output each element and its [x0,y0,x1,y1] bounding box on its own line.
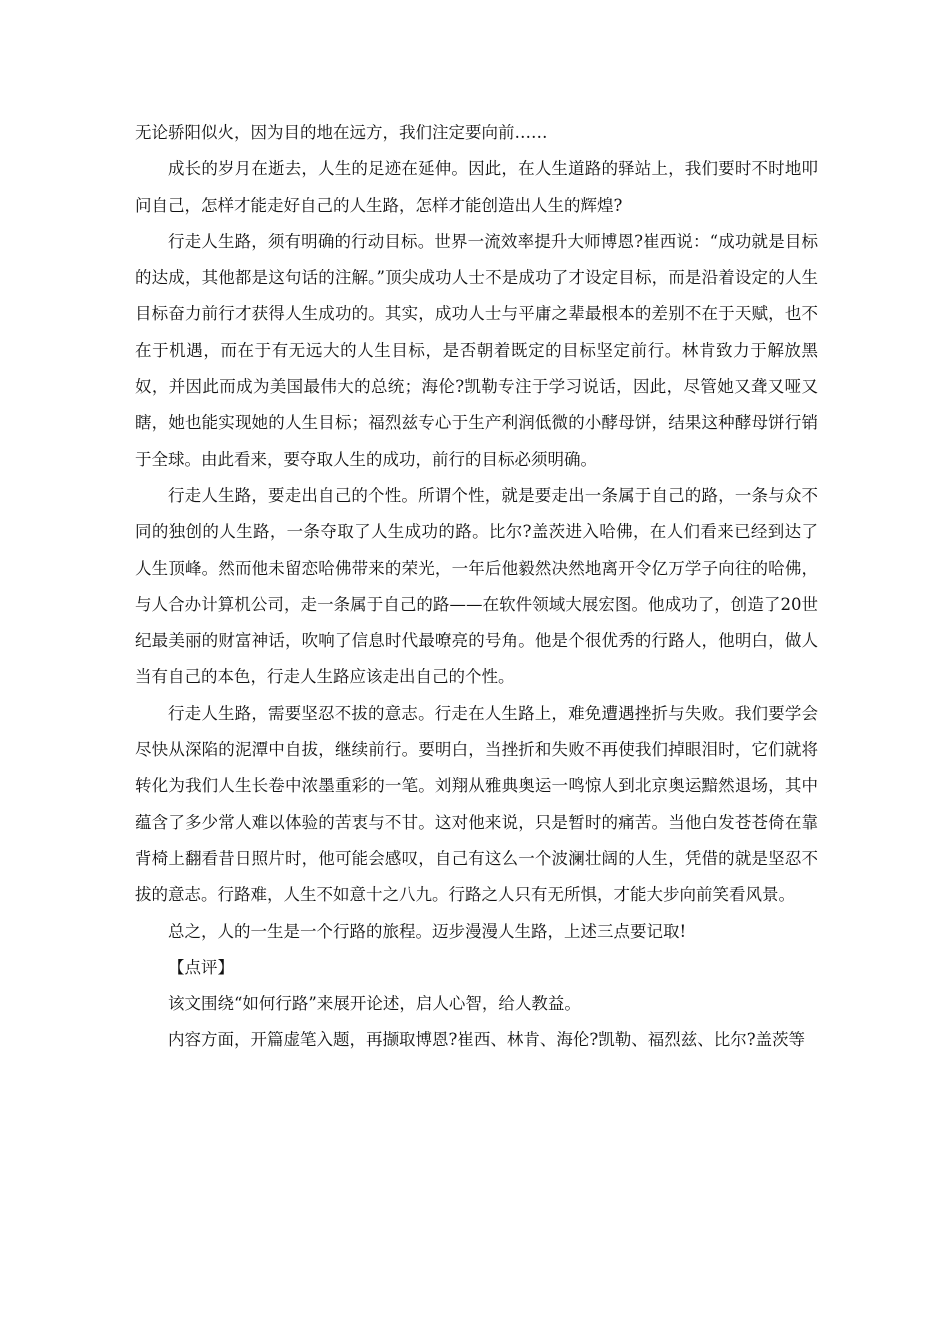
paragraph-opening-fragment: 无论骄阳似火，因为目的地在远方，我们注定要向前…… [135,123,548,142]
paragraph-conclusion: 总之，人的一生是一个行路的旅程。迈步漫漫人生路，上述三点要记取! [168,921,687,941]
paragraph-own-personality: 行走人生路，要走出自己的个性。所谓个性，就是要走出一条属于自己的路，一条与众不同的独创的人生路，一条夺取了人生成功的路。比尔?盖茨进入哈佛，在人们看来已经到达了人生顶峰。然而他未留恋哈佛带来的荣光，一年后他毅然决然地离开令亿万学子向往的哈佛，与人合办计算机公司，走一条属于自己的路——在软件领域大展宏图。他成功了，创造了20世纪最美丽的财富神话，吹响了信息时代最嘹亮的号角。他是个很优秀的行路人，他明白，做人当有自己的本色，行走人生路应该走出自己的个性。 [135,485,818,687]
paragraph-introduction: 成长的岁月在逝去，人生的足迹在延伸。因此，在人生道路的驿站上，我们要时不时地叩问自己，怎样才能走好自己的人生路，怎样才能创造出人生的辉煌? [135,159,818,215]
paragraph-perseverance: 行走人生路，需要坚忍不拔的意志。行走在人生路上，难免遭遇挫折与失败。我们要学会尽快从深陷的泥潭中自拔，继续前行。要明白，当挫折和失败不再使我们掉眼泪时，它们就将转化为我们人生长卷中浓墨重彩的一笔。刘翔从雅典奥运一鸣惊人到北京奥运黯然退场，其中蕴含了多少常人难以体验的苦衷与不甘。这对他来说，只是暂时的痛苦。当他白发苍苍倚在靠背椅上翻看昔日照片时，他可能会感叹，自己有这么一个波澜壮阔的人生，凭借的就是坚忍不拔的意志。行路难，人生不如意十之八九。行路之人只有无所惧，才能大步向前笑看风景。 [135,703,818,905]
comment-content: 内容方面，开篇虚笔入题，再撷取博恩?崔西、林肯、海伦?凯勒、福烈兹、比尔?盖茨等 [168,1030,806,1050]
document-page [135,115,818,1059]
paragraph-clear-goal: 行走人生路，须有明确的行动目标。世界一流效率提升大师博恩?崔西说：“成功就是目标的达成，其他都是这句话的注解。”顶尖成功人士不是成功了才设定目标，而是沿着设定的人生目标奋力前行才获得人生成功的。其实，成功人士与平庸之辈最根本的差别不在于天赋，也不在于机遇，而在于有无远大的人生目标，是否朝着既定的目标坚定前行。林肯致力于解放黑奴，并因此而成为美国最伟大的总统；海伦?凯勒专注于学习说话，因此，尽管她又聋又哑又瞎，她也能实现她的人生目标；福烈兹专心于生产利润低微的小酵母饼，结果这种酵母饼行销于全球。由此看来，要夺取人生的成功，前行的目标必须明确。 [135,231,818,469]
comment-heading: 【点评】 [168,957,234,977]
comment-summary: 该文围绕“如何行路”来展开论述，启人心智，给人教益。 [168,994,581,1014]
